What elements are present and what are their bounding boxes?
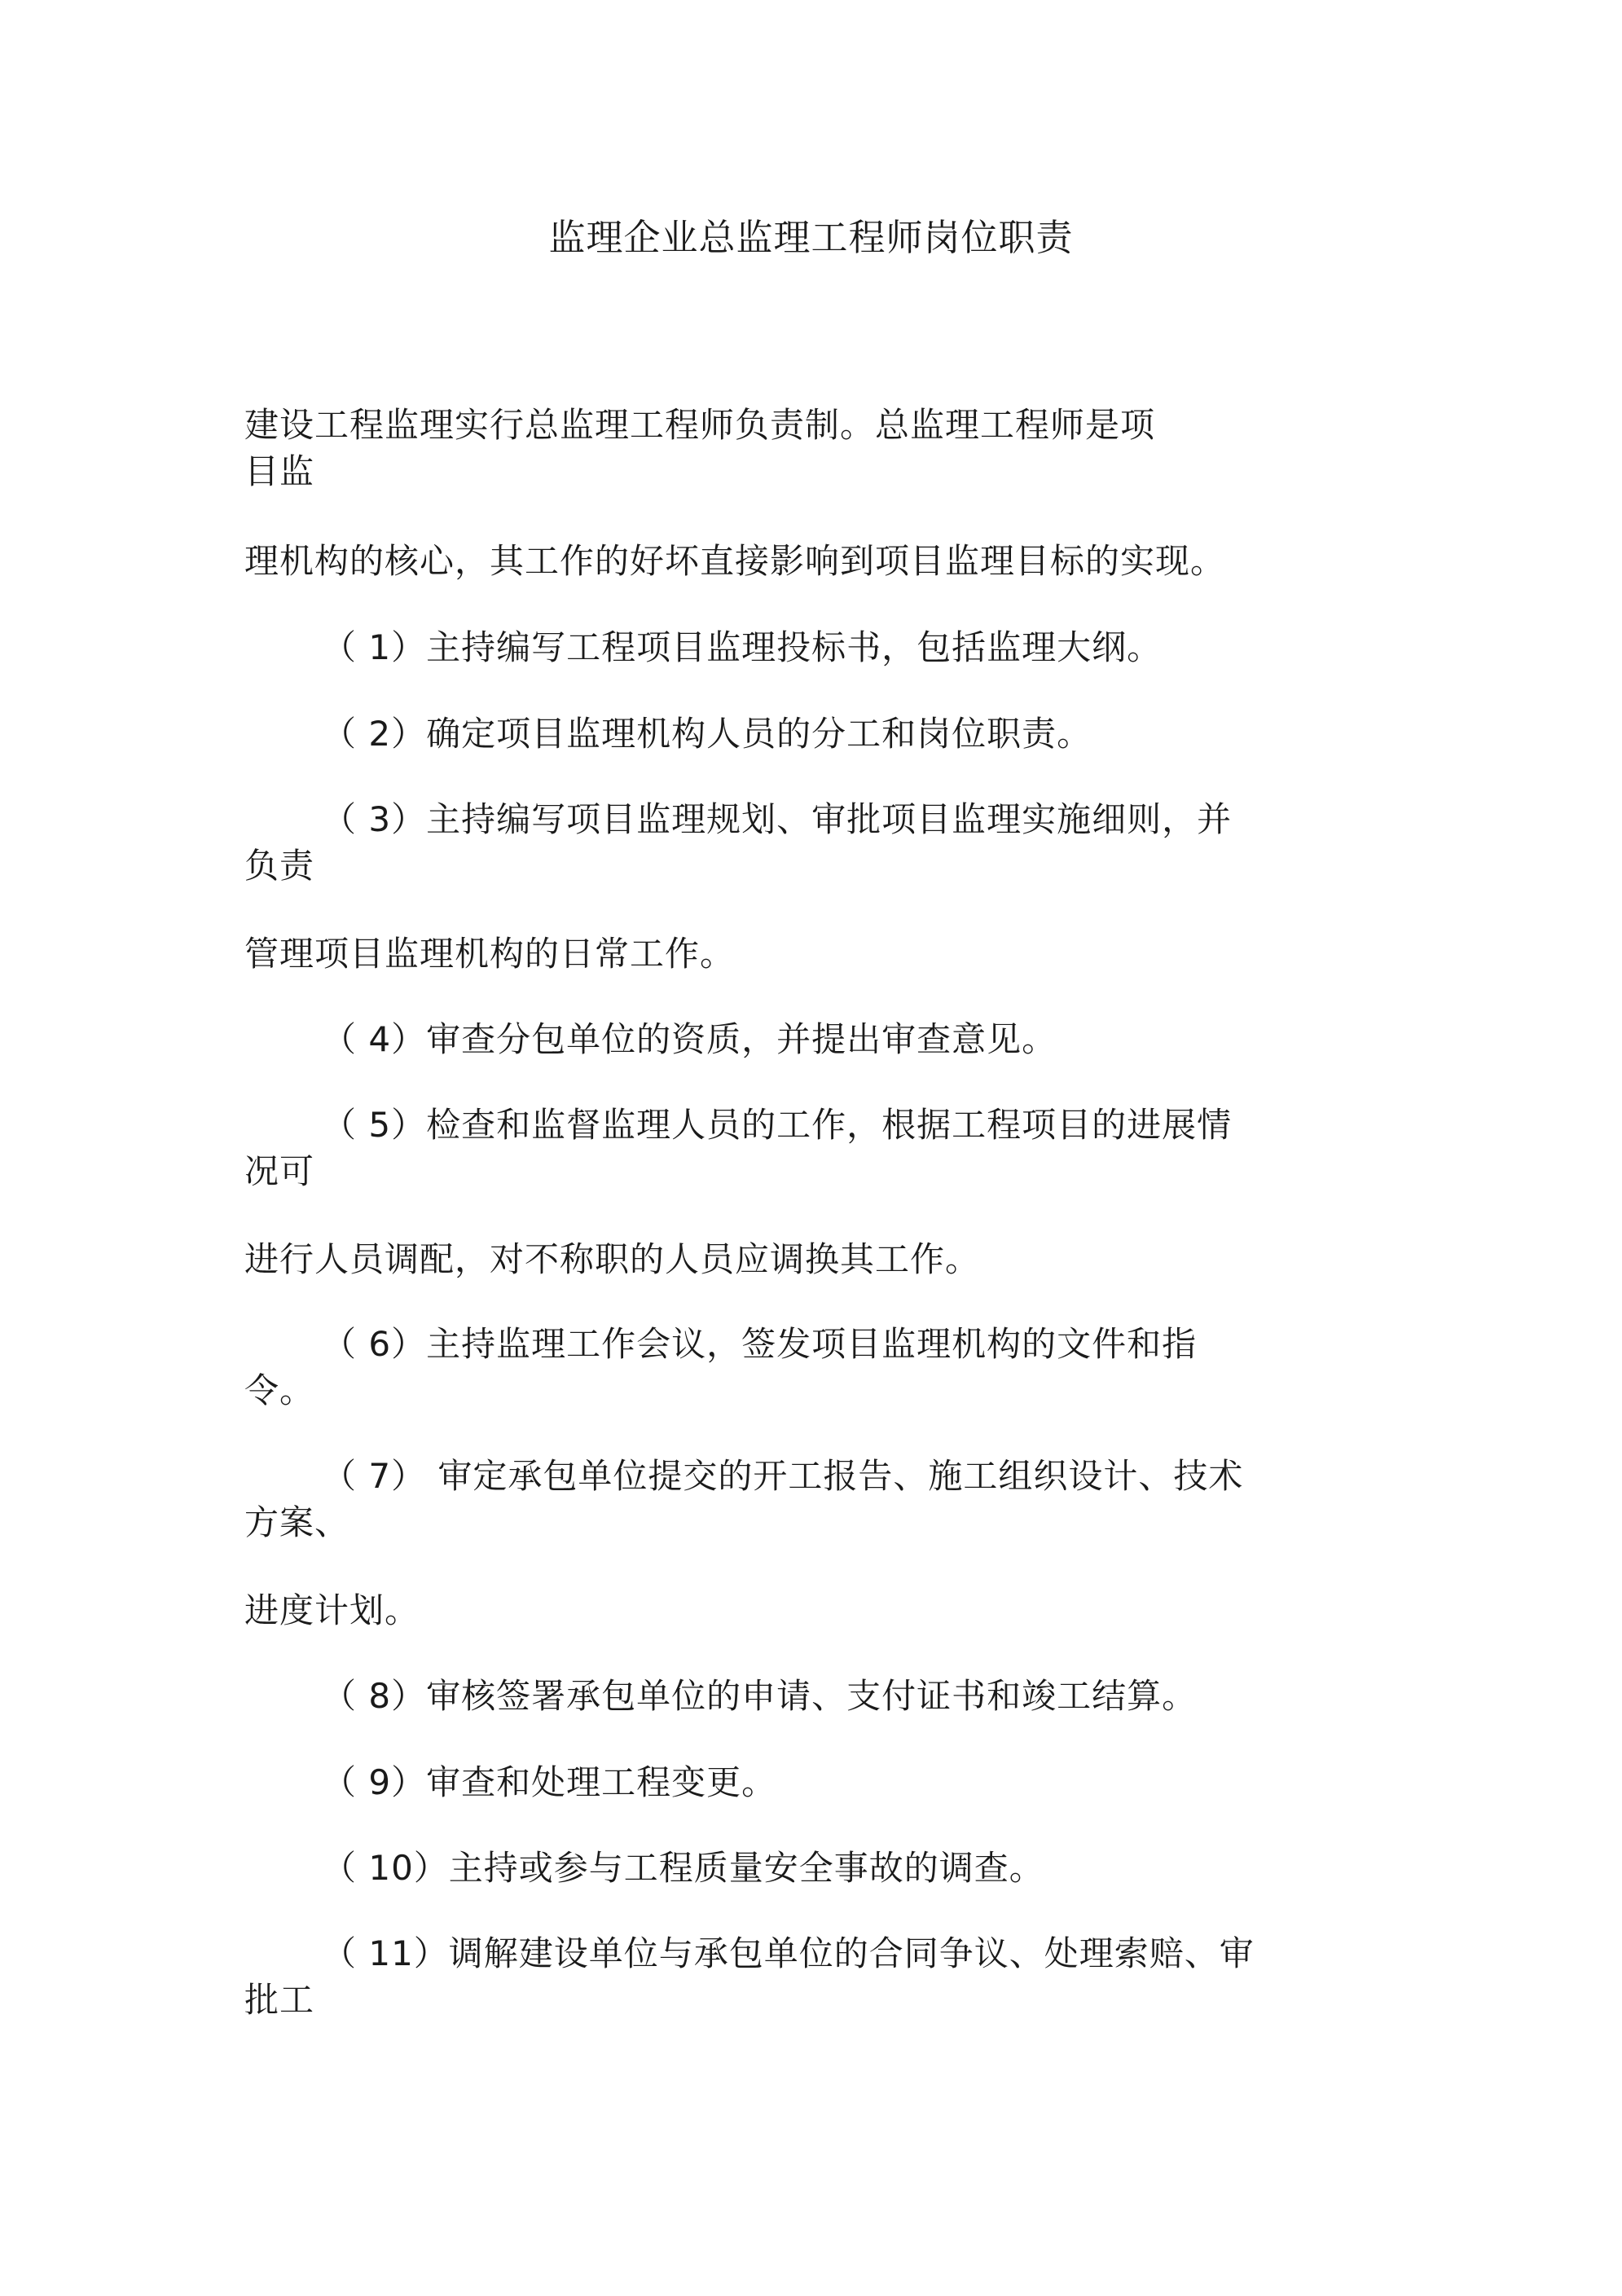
intro-line: 建设工程监理实行总监理工程师负责制。总监理工程师是项 — [244, 405, 1156, 445]
duty-item-5: （ 5）检查和监督监理人员的工作，根据工程项目的进展情 — [322, 1105, 1233, 1145]
duty-item-3: （ 3）主持编写项目监理规划、审批项目监理实施细则，并 — [322, 799, 1233, 839]
duty-item-3-continuation: 负责 — [244, 846, 315, 886]
duty-item-10: （ 10）主持或参与工程质量安全事故的调查。 — [322, 1848, 1044, 1888]
duty-item-8: （ 8）审核签署承包单位的申请、支付证书和竣工结算。 — [322, 1676, 1198, 1716]
duty-item-5-continuation: 进行人员调配，对不称职的人员应调换其工作。 — [244, 1239, 981, 1279]
duty-item-11: （ 11）调解建设单位与承包单位的合同争议、处理索赔、审 — [322, 1933, 1255, 1973]
duty-item-7: （ 7） 审定承包单位提交的开工报告、施工组织设计、技术 — [322, 1456, 1244, 1496]
duty-item-5-continuation: 况可 — [244, 1151, 315, 1191]
duty-item-7-continuation: 方案、 — [244, 1502, 350, 1542]
duty-item-3-continuation: 管理项目监理机构的日常工作。 — [244, 934, 736, 974]
duty-item-1: （ 1）主持编写工程项目监理投标书，包括监理大纲。 — [322, 627, 1163, 667]
duty-item-4: （ 4）审查分包单位的资质，并提出审查意见。 — [322, 1019, 1057, 1059]
duty-item-6-continuation: 令。 — [244, 1370, 315, 1410]
duty-item-2: （ 2）确定项目监理机构人员的分工和岗位职责。 — [322, 714, 1092, 754]
duty-item-11-continuation: 批工 — [244, 1980, 315, 2020]
duty-item-7-continuation: 进度计划。 — [244, 1590, 420, 1630]
intro-line: 理机构的核心，其工作的好坏直接影响到项目监理目标的实现。 — [244, 541, 1226, 581]
document-title: 监理企业总监理工程师岗位职责 — [548, 216, 1074, 259]
duty-item-6: （ 6）主持监理工作会议，签发项目监理机构的文件和指 — [322, 1324, 1198, 1364]
intro-line: 目监 — [244, 451, 315, 491]
duty-item-9: （ 9）审查和处理工程变更。 — [322, 1762, 777, 1802]
